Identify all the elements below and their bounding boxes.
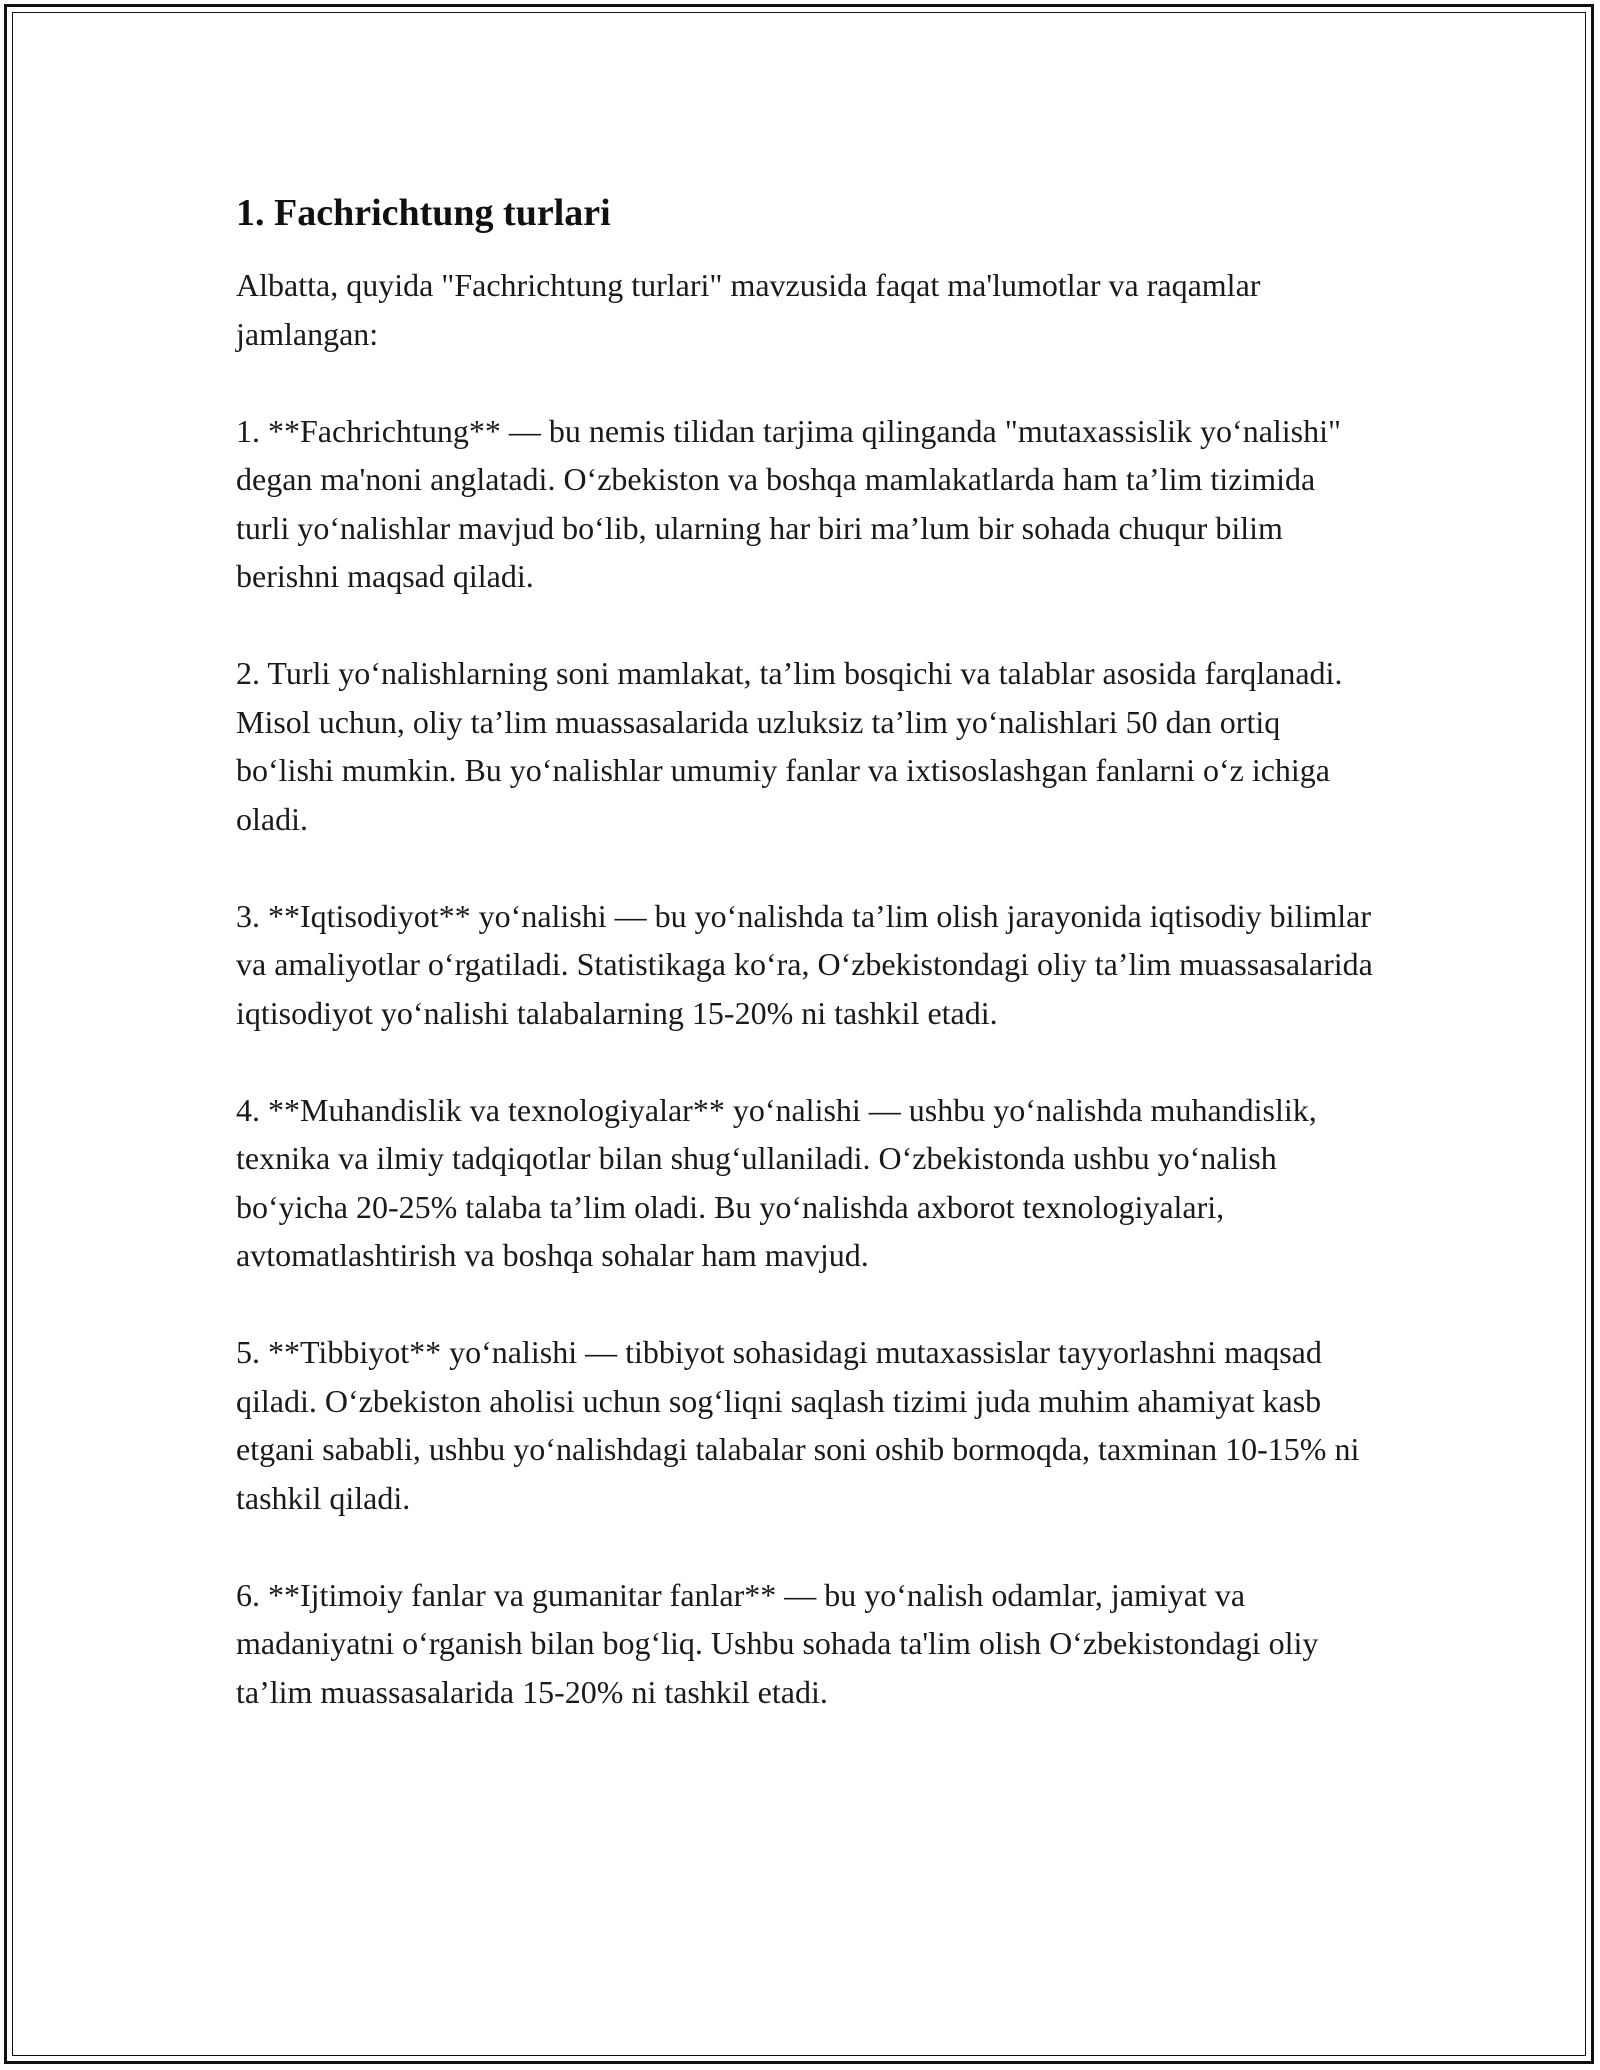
paragraph-4: 4. **Muhandislik va texnologiyalar** yo‘nalishi — ushbu yo‘nalishda muhandislik, texnika va ilmiy tadqiqotlar bilan shug‘ullaniladi. O‘zbekistonda ushbu yo‘nalish bo‘yicha 20-25% talaba ta’lim oladi. Bu yo‘nalishda axborot texnologiyalari, avtomatlashtirish va boshqa sohalar ham mavjud. bbox=[236, 1091, 1317, 1273]
paragraph-1: 1. **Fachrichtung** — bu nemis tilidan tarjima qilinganda "mutaxassislik yo‘nalishi" degan ma'noni anglatadi. O‘zbekiston va boshqa mamlakatlarda ham ta’lim tizimida turli yo‘nalishlar mavjud bo‘lib, ularning har biri ma’lum bir sohada chuqur bilim berishni maqsad qiladi. bbox=[236, 412, 1342, 594]
document-body bbox=[236, 185, 1376, 1716]
paragraph-6: 6. **Ijtimoiy fanlar va gumanitar fanlar** — bu yo‘nalish odamlar, jamiyat va madaniyatni o‘rganish bilan bog‘liq. Ushbu sohada ta'lim olish O‘zbekistondagi oliy ta’lim muassasalarida 15-20% ni tashkil etadi. bbox=[236, 1576, 1319, 1710]
paragraph-3: 3. **Iqtisodiyot** yo‘nalishi — bu yo‘nalishda ta’lim olish jarayonida iqtisodiy bilimlar va amaliyotlar o‘rgatiladi. Statistikaga ko‘ra, O‘zbekistondagi oliy ta’lim muassasalarida iqtisodiyot yo‘nalishi talabalarning 15-20% ni tashkil etadi. bbox=[236, 897, 1373, 1031]
paragraph-2: 2. Turli yo‘nalishlarning soni mamlakat, ta’lim bosqichi va talablar asosida farqlanadi. Misol uchun, oliy ta’lim muassasalarida uzluksiz ta’lim yo‘nalishlari 50 dan ortiq bo‘lishi mumkin. Bu yo‘nalishlar umumiy fanlar va ixtisoslashgan fanlarni o‘z ichiga oladi. bbox=[236, 655, 1343, 837]
document-title: 1. Fachrichtung turlari bbox=[236, 192, 611, 234]
paragraph-5: 5. **Tibbiyot** yo‘nalishi — tibbiyot sohasidagi mutaxassislar tayyorlashni maqsad qiladi. O‘zbekiston aholisi uchun sog‘liqni saqlash tizimi juda muhim ahamiyat kasb etgani sababli, ushbu yo‘nalishdagi talabalar soni oshib bormoqda, taxminan 10-15% ni tashkil qiladi. bbox=[236, 1334, 1360, 1516]
intro-paragraph: Albatta, quyida "Fachrichtung turlari" mavzusida faqat ma'lumotlar va raqamlar jamlangan: bbox=[236, 267, 1261, 352]
